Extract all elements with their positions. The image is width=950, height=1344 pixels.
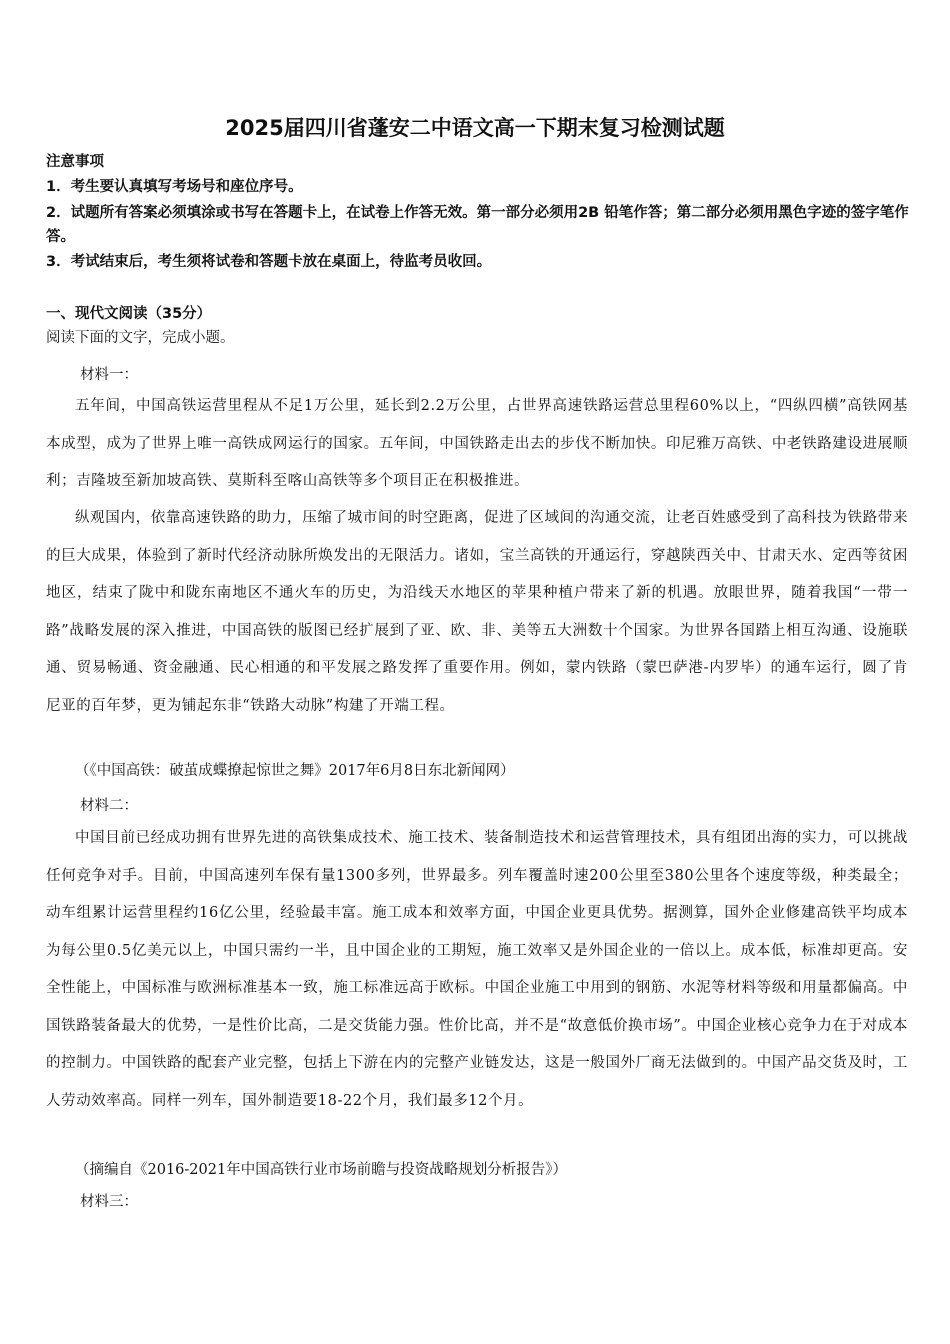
section-heading: 一、现代文阅读（35分）	[46, 306, 212, 322]
material-1-paragraph-2: 纵观国内，依靠高速铁路的助力，压缩了城市间的时空距离，促进了区域间的沟通交流，让老百姓感受到了高科技为铁路带来的巨大成果，体验到了新时代经济动脉所焕发出的无限活力。诸如，宝兰高铁的开通运行，穿越陕西关中、甘肃天水、定西等贫困地区，结束了陇中和陇东南地区不通火车的历史，为沿线天水地区的苹果种植户带来了新的机遇。放眼世界，随着我国“一带一路”战略发展的深入推进，中国高铁的版图已经扩展到了亚、欧、非、美等五大洲数十个国家。为世界各国踏上相互沟通、设施联通、贸易畅通、资金融通、民心相通的和平发展之路发挥了重要作用。例如，蒙内铁路（蒙巴萨港-内罗毕）的通车运行，圆了肯尼亚的百年梦，更为铺起东非“铁路大动脉”构建了开端工程。	[46, 510, 908, 714]
material-1-paragraph-1: 五年间，中国高铁运营里程从不足1万公里，延长到2.2万公里，占世界高速铁路运营总里程60%以上，“四纵四横”高铁网基本成型，成为了世界上唯一高铁成网运行的国家。五年间，中国铁路走出去的步伐不断加快。印尼雅万高铁、中老铁路建设进展顺利；吉隆坡至新加坡高铁、莫斯科至喀山高铁等多个项目正在积极推进。	[46, 398, 908, 489]
reading-instruction: 阅读下面的文字，完成小题。	[46, 330, 235, 346]
page-title: 2025届四川省蓬安二中语文高一下期末复习检测试题	[225, 116, 725, 140]
material-3-label: 材料三：	[80, 1194, 138, 1210]
material-1-label: 材料一：	[80, 367, 138, 383]
material-1-source: （《中国高铁：破茧成蝶撩起惊世之舞》2017年6月8日东北新闻网）	[75, 763, 515, 779]
material-2-label: 材料二：	[80, 798, 138, 814]
notice-item-2: 2．试题所有答案必须填涂或书写在答题卡上，在试卷上作答无效。第一部分必须用2B 铅笔作答；第二部分必须用黑色字迹的签字笔作答。	[46, 205, 909, 245]
notice-heading: 注意事项	[46, 154, 104, 170]
material-2-paragraph-1: 中国目前已经成功拥有世界先进的高铁集成技术、施工技术、装备制造技术和运营管理技术，具有组团出海的实力，可以挑战任何竞争对手。目前，中国高速列车保有量1300多列，世界最多。列车覆盖时速200公里至380公里各个速度等级，种类最全；动车组累计运营里程约16亿公里，经验最丰富。施工成本和效率方面，中国企业更具优势。据测算，国外企业修建高铁平均成本为每公里0.5亿美元以上，中国只需约一半，且中国企业的工期短，施工效率又是外国企业的一倍以上。成本低，标准却更高。安全性能上，中国标准与欧洲标准基本一致，施工标准远高于欧标。中国企业施工中用到的钢筋、水泥等材料等级和用量都偏高。中国铁路装备最大的优势，一是性价比高，二是交货能力强。性价比高，并不是“故意低价换市场”。中国企业核心竞争力在于对成本的控制力。中国铁路的配套产业完整，包括上下游在内的完整产业链发达，这是一般国外厂商无法做到的。中国产品交货及时，工人劳动效率高。同样一列车，国外制造要18-22个月，我们最多12个月。	[46, 830, 908, 1109]
material-2-source: （摘编自《2016-2021年中国高铁行业市场前瞻与投资战略规划分析报告》）	[75, 1162, 567, 1178]
notice-item-1: 1．考生要认真填写考场号和座位序号。	[46, 179, 303, 195]
notice-item-3: 3．考试结束后，考生须将试卷和答题卡放在桌面上，待监考员收回。	[46, 254, 492, 270]
